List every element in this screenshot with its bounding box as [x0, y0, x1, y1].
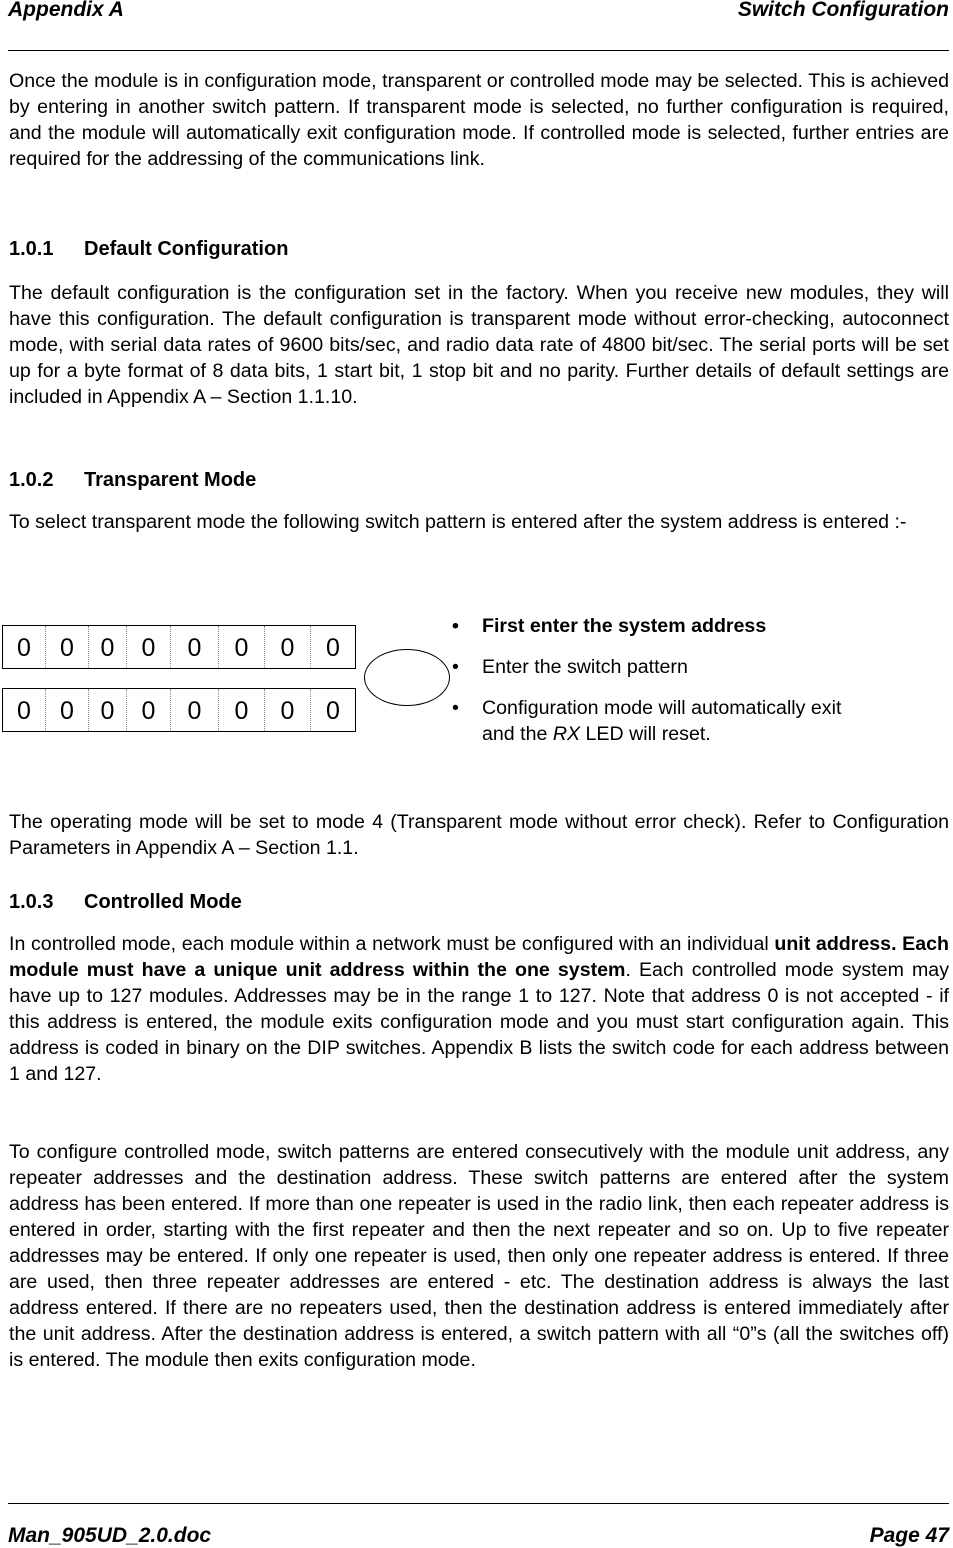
text-run: . Each controlled mode system may have up to 127 modules. Addresses may be in the range 1 to 127. Note that address 0 is not accepted - if this address is entered, the module exits configuration mode and you must start configuration again. This address is coded in binary on the DIP switches. Appendix B lists the switch code for each address between 1 and 127. — [9, 959, 949, 1085]
switch-cell: 0 — [127, 689, 171, 731]
switch-cell: 0 — [3, 689, 46, 731]
controlled-paragraph-2: To configure controlled mode, switch patterns are entered consecutively with the module unit address, any repeater addresses and the destination address. These switch patterns are entered after the system address has been entered. If more than one repeater is used in the radio link, then each repeater address is entered in order, starting with the first repeater and then the next repeater and so on. Up to five repeater addresses may be entered. If only one repeater is used, then only one repeater address is entered. If three are used, then three repeater addresses are entered - etc. The destination address is always the last address entered. If there are no repeaters used, then the destination address is entered immediately after the unit address. After the destination address is entered, a switch pattern with all “0”s (all the switches off) is entered. The module then exits configuration mode. — [9, 1141, 949, 1371]
section-number: 1.0.3 — [9, 891, 54, 913]
switch-cell: 0 — [3, 626, 46, 668]
operating-mode-paragraph: The operating mode will be set to mode 4 (Transparent mode without error check). Refer to Configuration Parameters in Appendix A – Section 1.1. — [9, 811, 949, 859]
intro-paragraph: Once the module is in configuration mode, transparent or controlled mode may be selected. This is achieved by entering in another switch pattern. If transparent mode is selected, no further configuration is required, and the module will automatically exit configuration mode. If controlled mode is selected, further entries are required for the addressing of the communications link. — [9, 70, 949, 170]
switch-pattern-row-1 — [2, 625, 356, 669]
transparent-steps-list — [452, 613, 882, 762]
section-number: 1.0.2 — [9, 469, 54, 491]
rotary-switch-circle — [364, 649, 450, 706]
page-footer — [8, 1503, 949, 1547]
section-number: 1.0.1 — [9, 238, 54, 260]
section-heading-transparent — [9, 469, 256, 492]
controlled-paragraph-1 — [9, 931, 949, 1087]
switch-cell: 0 — [89, 626, 127, 668]
switch-cell: 0 — [219, 689, 265, 731]
switch-cell: 0 — [219, 626, 265, 668]
transparent-intro-paragraph: To select transparent mode the following switch pattern is entered after the system address is entered :- — [9, 511, 907, 533]
unit-address-emphasis: unit address. Each module must have a unique unit address within the one system — [9, 933, 949, 981]
default-config-paragraph: The default configuration is the configuration set in the factory. When you receive new modules, they will have this configuration. The default configuration is transparent mode without error-checking, autoconnect mode, with serial data rates of 9600 bits/sec, and radio data rate of 4800 bit/sec. The serial ports will be set up for a byte format of 8 data bits, 1 start bit, 1 stop bit and no parity. Further details of default settings are included in Appendix A – Section 1.1.10. — [9, 282, 949, 408]
footer-right: Page 47 — [869, 1524, 949, 1547]
step-item — [452, 613, 882, 639]
switch-cell: 0 — [171, 689, 219, 731]
header-left: Appendix A — [8, 0, 124, 21]
switch-cell: 0 — [46, 626, 89, 668]
switch-cell: 0 — [127, 626, 171, 668]
page-header — [8, 0, 949, 51]
switch-pattern-row-2 — [2, 688, 356, 732]
switch-cell: 0 — [46, 689, 89, 731]
bullet: • — [452, 656, 459, 678]
section-heading-default — [9, 238, 288, 261]
switch-cell: 0 — [171, 626, 219, 668]
header-right: Switch Configuration — [737, 0, 949, 21]
switch-cell: 0 — [265, 689, 311, 731]
rx-led-label: RX — [552, 723, 581, 745]
section-heading-controlled — [9, 891, 242, 914]
step-text: Configuration mode will automatically exit and the — [482, 697, 842, 745]
switch-cell: 0 — [89, 689, 127, 731]
bullet: • — [452, 615, 459, 637]
footer-left: Man_905UD_2.0.doc — [8, 1524, 212, 1547]
step-text: First enter the system address — [482, 615, 767, 637]
switch-cell: 0 — [326, 634, 340, 662]
switch-cell: 0 — [326, 697, 340, 725]
step-text: LED will reset. — [580, 723, 711, 745]
step-text: Enter the switch pattern — [482, 656, 688, 678]
bullet: • — [452, 697, 459, 719]
switch-cell: 0 — [265, 626, 311, 668]
section-title: Controlled Mode — [84, 891, 242, 913]
step-item — [452, 695, 877, 747]
section-title: Transparent Mode — [84, 469, 257, 491]
step-item — [452, 654, 882, 680]
section-title: Default Configuration — [84, 238, 289, 260]
text-run: In controlled mode, each module within a network must be configured with an individual — [9, 933, 775, 955]
